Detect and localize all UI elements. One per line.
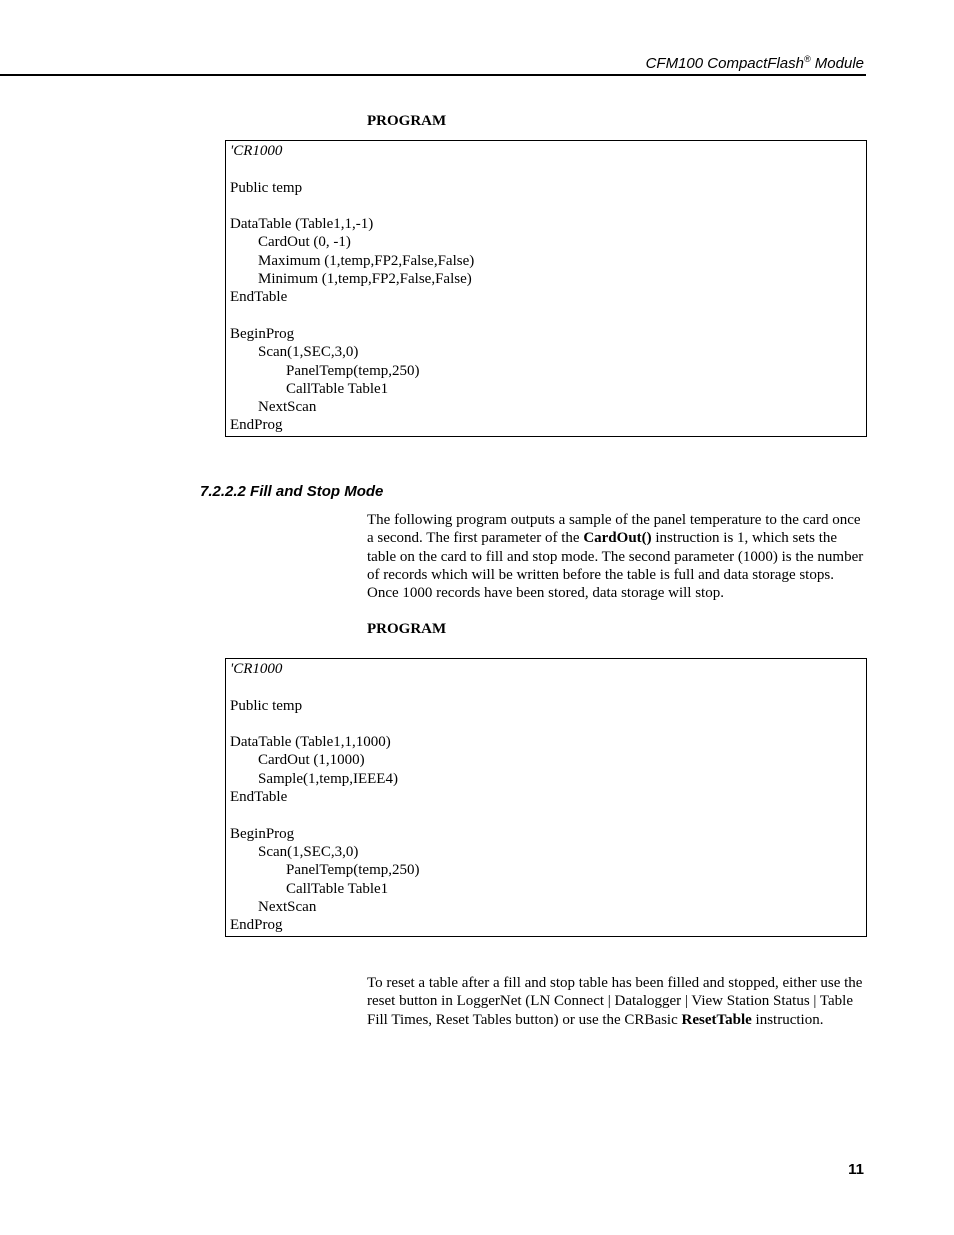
code-line: PanelTemp(temp,250) (286, 862, 420, 879)
code-blank-line (230, 806, 862, 824)
code-line: Maximum (1,temp,FP2,False,False) (258, 252, 475, 269)
code-line: CardOut (0, -1) (258, 234, 351, 251)
code-line: EndTable (230, 289, 288, 306)
program-label-2: PROGRAM (367, 621, 447, 637)
code-line: Public temp (230, 697, 303, 714)
code-line: BeginProg (230, 825, 295, 842)
registered-mark: ® (803, 54, 811, 64)
program-label-1: PROGRAM (367, 113, 447, 129)
code-line: 'CR1000 (230, 661, 283, 677)
page-number: 11 (848, 1161, 864, 1178)
header-rule (0, 74, 866, 76)
code-line: Sample(1,temp,IEEE4) (258, 770, 398, 787)
reset-text-c: instruction. (751, 1011, 824, 1028)
section-heading: 7.2.2.2 Fill and Stop Mode (200, 483, 384, 500)
code-blank-line (230, 160, 862, 178)
code-line: CallTable Table1 (286, 880, 389, 897)
code-line: CardOut (1,1000) (258, 752, 365, 769)
reset-table-ref: ResetTable (681, 1011, 752, 1028)
code-line: NextScan (258, 399, 317, 416)
header-title-tail: Module (810, 55, 864, 72)
code-blank-line (230, 197, 862, 215)
para-text-c: instruction is 1, which sets the table on the card to fill and stop mode. The second parameter (1000) is the number of records which will be written before the table is full and data storage stops. Once 1000 records have been stored, data storage will stop. (367, 530, 864, 602)
header-title-main: CFM100 CompactFlash (645, 55, 804, 72)
code-line: NextScan (258, 898, 317, 915)
code-line: EndProg (230, 917, 283, 934)
code-line: BeginProg (230, 325, 295, 342)
code-line: PanelTemp(temp,250) (286, 362, 420, 379)
code-line: Scan(1,SEC,3,0) (258, 344, 359, 361)
para-code-ref: CardOut() (583, 530, 652, 547)
code-line: DataTable (Table1,1,1000) (230, 734, 391, 751)
code-blank-line (230, 678, 862, 696)
reset-paragraph (367, 974, 867, 1029)
code-listing-2 (225, 658, 867, 937)
code-line: Public temp (230, 179, 303, 196)
code-listing-1 (225, 140, 867, 437)
code-line: EndTable (230, 789, 288, 806)
code-blank-line (230, 307, 862, 325)
code-line: EndProg (230, 417, 283, 434)
para-text-a: The following program outputs a sample of the panel temperature to the card once a second. The first parameter of the (367, 512, 861, 547)
reset-text-a: To reset a table after a fill and stop table has been filled and stopped, either use the reset button in LoggerNet (LN Connect | Datalogger | View Station Status | Table Fill Times, Reset Tables button) or use the CRBasic (367, 975, 863, 1028)
code-line: Minimum (1,temp,FP2,False,False) (258, 271, 472, 288)
code-line: CallTable Table1 (286, 380, 389, 397)
section-paragraph (367, 511, 867, 602)
code-line: 'CR1000 (230, 143, 283, 159)
code-blank-line (230, 715, 862, 733)
code-line: Scan(1,SEC,3,0) (258, 843, 359, 860)
running-header (646, 54, 864, 72)
code-line: DataTable (Table1,1,-1) (230, 216, 374, 233)
